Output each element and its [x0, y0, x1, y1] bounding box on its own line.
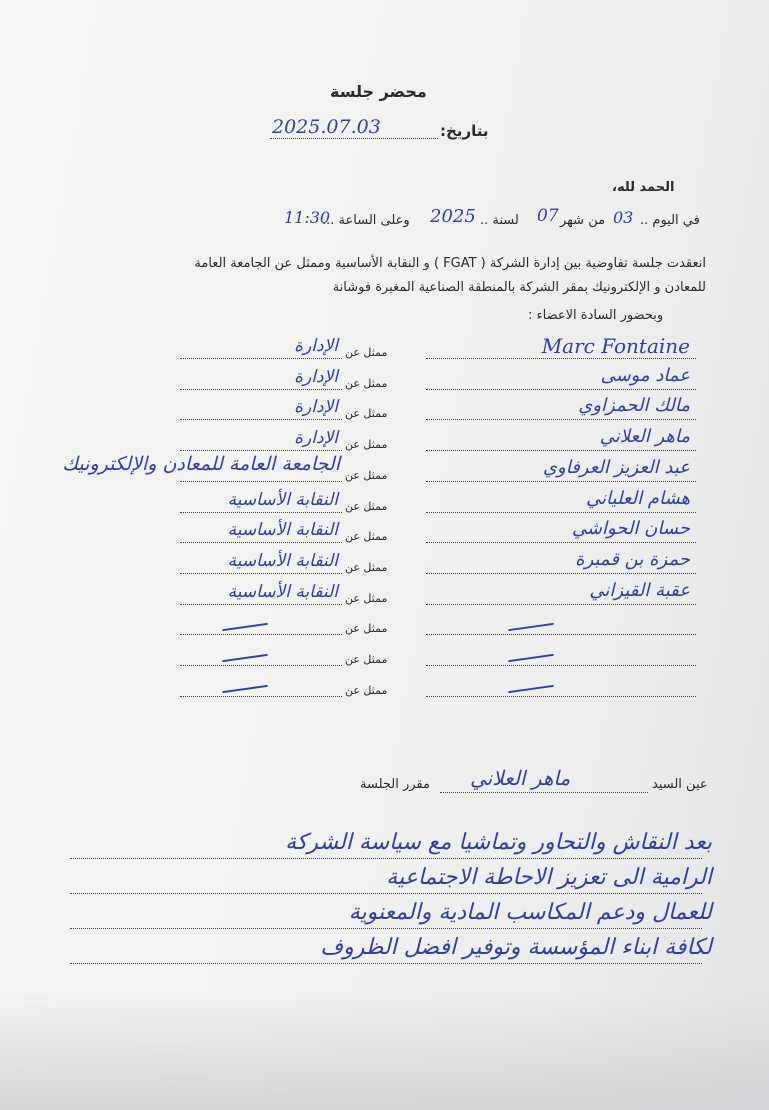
representative-label: ممثل عن: [345, 407, 388, 420]
member-name-dots: [426, 512, 696, 513]
rapporteur-suffix: مقرر الجلسة: [360, 777, 430, 792]
member-org-dots: [180, 604, 342, 605]
member-org-dots: [180, 665, 342, 666]
minutes-dots: [70, 858, 702, 859]
member-name-dots: [426, 419, 696, 420]
member-name-dots: [426, 573, 696, 574]
member-name-dots: [426, 696, 696, 697]
representative-label: ممثل عن: [345, 530, 388, 543]
opening-prefix: في اليوم ..: [640, 213, 700, 228]
representative-label: ممثل عن: [345, 684, 388, 697]
paragraph-line-1: انعقدت جلسة تفاوضية بين إدارة الشركة ( FGAT ) و النقابة الأساسية وممثل عن الجامعة العامة: [194, 256, 706, 271]
minutes-dots: [70, 928, 702, 929]
date-dots: [270, 138, 438, 139]
member-name-dots: [426, 634, 696, 635]
date-value: 2025.07.03: [272, 116, 381, 138]
strike-dash: [508, 685, 554, 693]
member-name: عبد العزيز العرفاوي: [542, 457, 690, 478]
opening-time-label: وعلى الساعة ...: [322, 213, 410, 228]
member-name-dots: [426, 389, 696, 390]
member-name: عقبة القيزاني: [589, 580, 690, 601]
member-org-dots: [180, 419, 342, 420]
representative-label: ممثل عن: [345, 622, 388, 635]
rapporteur-name: ماهر العلاني: [470, 766, 571, 790]
member-name: حمزة بن قمبرة: [575, 549, 690, 570]
member-name-dots: [426, 481, 696, 482]
member-org-dots: [180, 573, 342, 574]
minutes-dots: [70, 963, 702, 964]
member-org-dots: [180, 450, 342, 451]
member-name: Marc Fontaine: [541, 334, 690, 358]
member-org-dots: [180, 542, 342, 543]
paragraph-line-2: للمعادن و الإلكترونيك بمقر الشركة بالمنطقة الصناعية المغيرة فوشانة: [332, 280, 706, 295]
member-org: الإدارة: [294, 367, 338, 387]
minutes-dots: [70, 893, 702, 894]
document-title: محضر جلسة: [330, 82, 427, 101]
opening-time: 11:30: [284, 208, 331, 227]
representative-label: ممثل عن: [345, 377, 388, 390]
representative-label: ممثل عن: [345, 469, 388, 482]
representative-label: ممثل عن: [345, 500, 388, 513]
minutes-line: لكافة ابناء المؤسسة وتوفير افضل الظروف: [320, 935, 712, 960]
representative-label: ممثل عن: [345, 592, 388, 605]
member-org: الجامعة العامة للمعادن والإلكترونيك: [62, 453, 340, 475]
member-name-dots: [426, 665, 696, 666]
representative-label: ممثل عن: [345, 346, 388, 359]
strike-dash: [222, 685, 268, 693]
opening-month: 07: [537, 206, 559, 226]
member-org-dots: [180, 481, 342, 482]
member-org: الإدارة: [294, 397, 338, 417]
member-name: هشام العلياني: [586, 488, 690, 509]
minutes-line: بعد النقاش والتحاور وتماشيا مع سياسة الشركة: [285, 830, 712, 855]
strike-dash: [222, 654, 268, 662]
member-name: ماهر العلاني: [599, 426, 690, 447]
member-org-dots: [180, 696, 342, 697]
greeting: الحمد لله،: [612, 180, 675, 195]
member-name-dots: [426, 450, 696, 451]
member-name: مالك الحمزاوي: [578, 395, 690, 416]
member-org-dots: [180, 512, 342, 513]
rapporteur-dots: [440, 792, 648, 793]
member-org: النقابة الأساسية: [227, 582, 338, 602]
representative-label: ممثل عن: [345, 561, 388, 574]
date-label: بتاريخ:: [440, 122, 489, 140]
opening-day: 03: [613, 208, 634, 227]
representative-label: ممثل عن: [345, 653, 388, 666]
member-name-dots: [426, 604, 696, 605]
strike-dash: [508, 623, 554, 631]
opening-year: 2025: [430, 206, 476, 227]
member-org-dots: [180, 358, 342, 359]
member-name: عماد موسى: [600, 365, 690, 386]
member-org-dots: [180, 389, 342, 390]
member-name-dots: [426, 542, 696, 543]
member-name: حسان الحواشي: [571, 518, 690, 539]
opening-month-label: من شهر: [560, 213, 606, 228]
member-org-dots: [180, 634, 342, 635]
rapporteur-prefix: عين السيد: [652, 777, 708, 792]
minutes-line: للعمال ودعم المكاسب المادية والمعنوية: [348, 900, 712, 925]
attendance-label: وبحضور السادة الاعضاء :: [528, 308, 664, 323]
strike-dash: [508, 654, 554, 662]
member-org: النقابة الأساسية: [227, 520, 338, 540]
member-org: النقابة الأساسية: [227, 490, 338, 510]
representative-label: ممثل عن: [345, 438, 388, 451]
member-org: الإدارة: [294, 336, 338, 356]
member-org: الإدارة: [294, 428, 338, 448]
member-org: النقابة الأساسية: [227, 551, 338, 571]
opening-year-label: لسنة ..: [480, 213, 519, 228]
strike-dash: [222, 623, 268, 631]
minutes-line: الرامية الى تعزيز الاحاطة الاجتماعية: [386, 865, 712, 890]
member-name-dots: [426, 358, 696, 359]
